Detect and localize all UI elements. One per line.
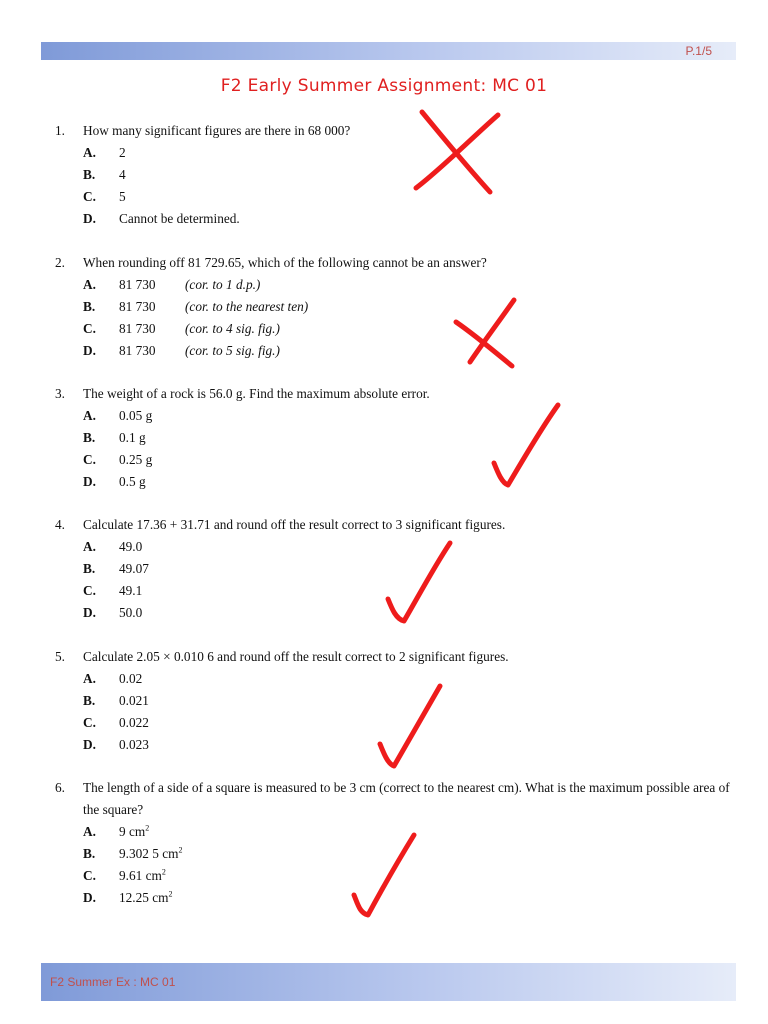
option-c [55, 186, 735, 208]
option-value: 0.5 g [119, 474, 146, 489]
question-number: 3. [55, 386, 65, 401]
option-value: 0.02 [119, 671, 143, 686]
option-label: D. [83, 474, 96, 489]
option-label: D. [83, 737, 96, 752]
option-b [55, 296, 735, 318]
footer-label: F2 Summer Ex : MC 01 [50, 975, 176, 989]
option-value: 0.25 g [119, 452, 153, 467]
option-label: A. [83, 408, 96, 423]
question-number: 5. [55, 649, 65, 664]
option-value: 81 730 [119, 321, 156, 336]
option-label: D. [83, 605, 96, 620]
question-text: Calculate 2.05 × 0.010 6 and round off the result correct to 2 significant figures. [83, 649, 509, 664]
page-title: F2 Early Summer Assignment: MC 01 [220, 76, 548, 96]
option-label: C. [83, 452, 96, 467]
option-label: C. [83, 868, 96, 883]
option-value: 0.023 [119, 737, 149, 752]
option-value: 5 [119, 189, 126, 204]
option-value [119, 843, 182, 865]
option-value: 49.07 [119, 561, 149, 576]
question-3 [55, 383, 735, 493]
question-2 [55, 252, 735, 362]
option-value [119, 821, 149, 843]
option-value: 2 [119, 145, 126, 160]
option-note: (cor. to the nearest ten) [185, 299, 309, 314]
option-a [55, 405, 735, 427]
question-text: The length of a side of a square is measured to be 3 cm (correct to the nearest cm). What is the maximum possible area of the square? [83, 780, 730, 817]
option-label: C. [83, 321, 96, 336]
option-label: C. [83, 189, 96, 204]
option-exponent: 2 [178, 845, 183, 855]
option-label: A. [83, 671, 96, 686]
option-c [55, 318, 735, 340]
option-value-text: 12.25 cm [119, 890, 169, 905]
option-label: B. [83, 167, 96, 182]
option-label: B. [83, 846, 96, 861]
option-value [119, 865, 166, 887]
option-note: (cor. to 1 d.p.) [185, 277, 261, 292]
check-mark-icon [368, 676, 458, 776]
question-text: When rounding off 81 729.65, which of the following cannot be an answer? [83, 255, 487, 270]
question-number: 2. [55, 255, 65, 270]
option-label: D. [83, 343, 96, 358]
page-number: P.1/5 [685, 44, 712, 58]
option-value: 4 [119, 167, 126, 182]
option-d [55, 340, 735, 362]
option-label: C. [83, 715, 96, 730]
option-label: D. [83, 890, 96, 905]
option-d [55, 471, 735, 493]
option-c [55, 449, 735, 471]
question-number: 1. [55, 123, 65, 138]
check-mark-icon [340, 825, 435, 925]
option-value-text: 9.61 cm [119, 868, 162, 883]
question-1 [55, 120, 735, 230]
option-value [119, 887, 173, 909]
cross-mark-icon [440, 290, 535, 375]
option-label: B. [83, 561, 96, 576]
option-d [55, 208, 735, 230]
option-value: 0.1 g [119, 430, 146, 445]
option-exponent: 2 [161, 867, 166, 877]
option-label: B. [83, 430, 96, 445]
option-value: 50.0 [119, 605, 143, 620]
option-value: 81 730 [119, 343, 156, 358]
option-label: B. [83, 299, 96, 314]
option-label: A. [83, 277, 96, 292]
check-mark-icon [376, 535, 466, 630]
option-value: 0.021 [119, 693, 149, 708]
cross-mark-icon [400, 100, 510, 205]
option-label: B. [83, 693, 96, 708]
option-value: 0.022 [119, 715, 149, 730]
question-text: The weight of a rock is 56.0 g. Find the maximum absolute error. [83, 386, 430, 401]
option-label: A. [83, 539, 96, 554]
option-a [55, 142, 735, 164]
option-label: C. [83, 583, 96, 598]
option-value: 81 730 [119, 277, 156, 292]
question-text: Calculate 17.36 + 31.71 and round off the result correct to 3 significant figures. [83, 517, 506, 532]
option-value: 49.0 [119, 539, 143, 554]
option-note: (cor. to 4 sig. fig.) [185, 321, 280, 336]
check-mark-icon [480, 395, 575, 495]
option-value: Cannot be determined. [119, 211, 240, 226]
option-value: 0.05 g [119, 408, 153, 423]
question-text: How many significant figures are there in 68 000? [83, 123, 351, 138]
option-exponent: 2 [168, 889, 173, 899]
option-a [55, 274, 735, 296]
option-value-text: 9 cm [119, 824, 146, 839]
question-number: 6. [55, 780, 65, 795]
option-note: (cor. to 5 sig. fig.) [185, 343, 280, 358]
option-b [55, 427, 735, 449]
option-value: 81 730 [119, 299, 156, 314]
option-b [55, 164, 735, 186]
option-label: A. [83, 145, 96, 160]
option-exponent: 2 [145, 823, 150, 833]
option-value-text: 9.302 5 cm [119, 846, 179, 861]
header-band [41, 42, 736, 60]
option-label: A. [83, 824, 96, 839]
option-label: D. [83, 211, 96, 226]
option-value: 49.1 [119, 583, 143, 598]
question-number: 4. [55, 517, 65, 532]
